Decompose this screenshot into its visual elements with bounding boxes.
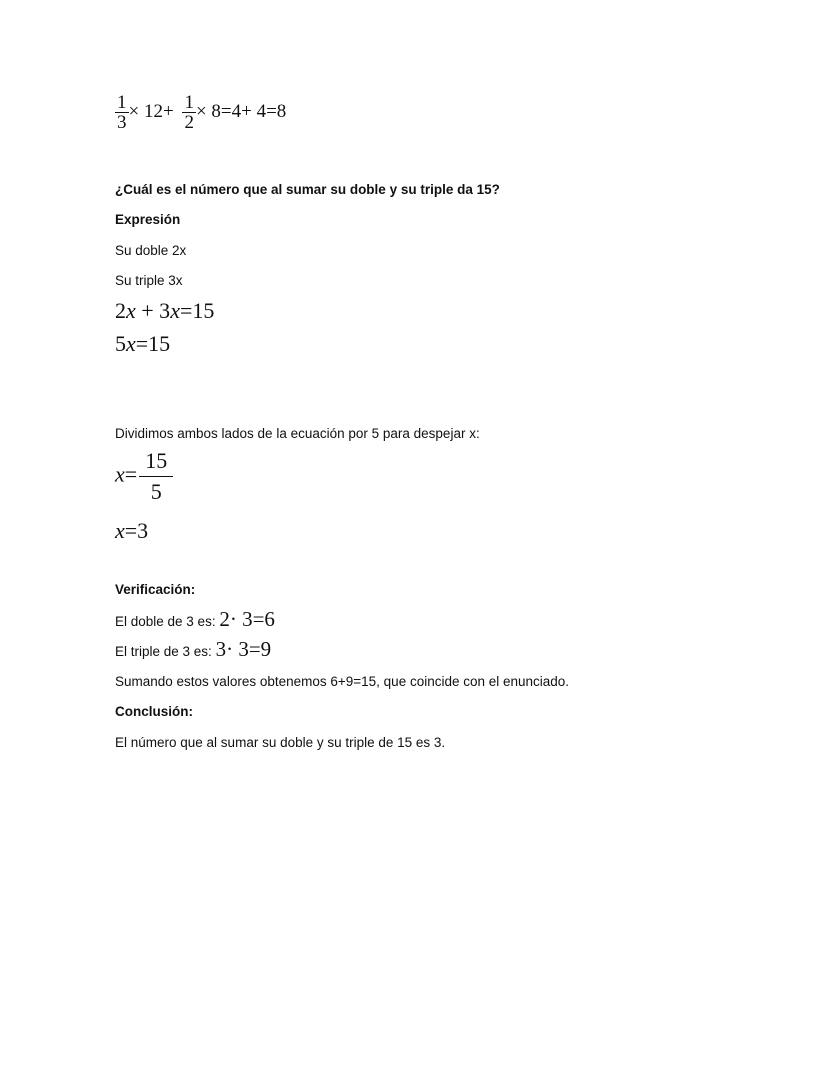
verify-double-label: El doble de 3 es: [115, 614, 216, 629]
top-equation [115, 93, 286, 132]
equation-5x [115, 333, 170, 355]
equation-part: × 8=4+ 4=8 [195, 100, 287, 122]
verify-triple-label: El triple de 3 es: [115, 644, 212, 659]
fraction-one-half [182, 93, 196, 132]
eq-variable: x [126, 298, 136, 323]
fraction-denominator: 3 [117, 112, 127, 133]
equation-part: × 12+ [128, 100, 174, 122]
eq-term: =15 [135, 331, 171, 356]
fraction-fifteen-fifths [139, 450, 173, 503]
conclusion-text: El número que al sumar su doble y su triple de 15 es 3. [115, 735, 446, 750]
equation-2x-3x [115, 300, 214, 322]
fraction-numerator: 1 [117, 92, 127, 113]
eq-term: =3 [124, 518, 149, 543]
eq-term: 2 [115, 298, 126, 323]
fraction-numerator: 15 [139, 450, 173, 477]
fraction-one-third [115, 93, 129, 132]
eq-variable: x [115, 518, 125, 543]
verify-triple-math: 3· 3=9 [215, 637, 272, 661]
verify-double-math: 2· 3=6 [219, 607, 275, 631]
verify-double-line [115, 607, 275, 634]
equation-x-fraction [115, 450, 173, 503]
question-heading: ¿Cuál es el número que al sumar su doble y su triple da 15? [115, 182, 500, 197]
sum-verification-text: Sumando estos valores obtenemos 6+9=15, que coincide con el enunciado. [115, 674, 570, 689]
triple-line: Su triple 3x [115, 273, 183, 288]
eq-term: + 3 [141, 298, 171, 323]
eq-variable: x [170, 298, 180, 323]
verify-triple-line [115, 637, 271, 664]
conclusion-heading: Conclusión: [115, 704, 193, 719]
eq-term: =15 [179, 298, 215, 323]
verification-heading: Verificación: [115, 582, 196, 597]
eq-variable: x [126, 331, 136, 356]
eq-term: = [124, 461, 138, 487]
expression-heading: Expresión [115, 212, 181, 227]
double-line: Su doble 2x [115, 243, 187, 258]
equation-x-3 [115, 520, 148, 542]
eq-term: 5 [115, 331, 126, 356]
fraction-denominator: 2 [184, 112, 194, 133]
fraction-numerator: 1 [184, 92, 194, 113]
divide-instruction: Dividimos ambos lados de la ecuación por 5 para despejar x: [115, 426, 480, 441]
eq-variable: x [115, 461, 125, 487]
fraction-denominator: 5 [150, 479, 162, 504]
